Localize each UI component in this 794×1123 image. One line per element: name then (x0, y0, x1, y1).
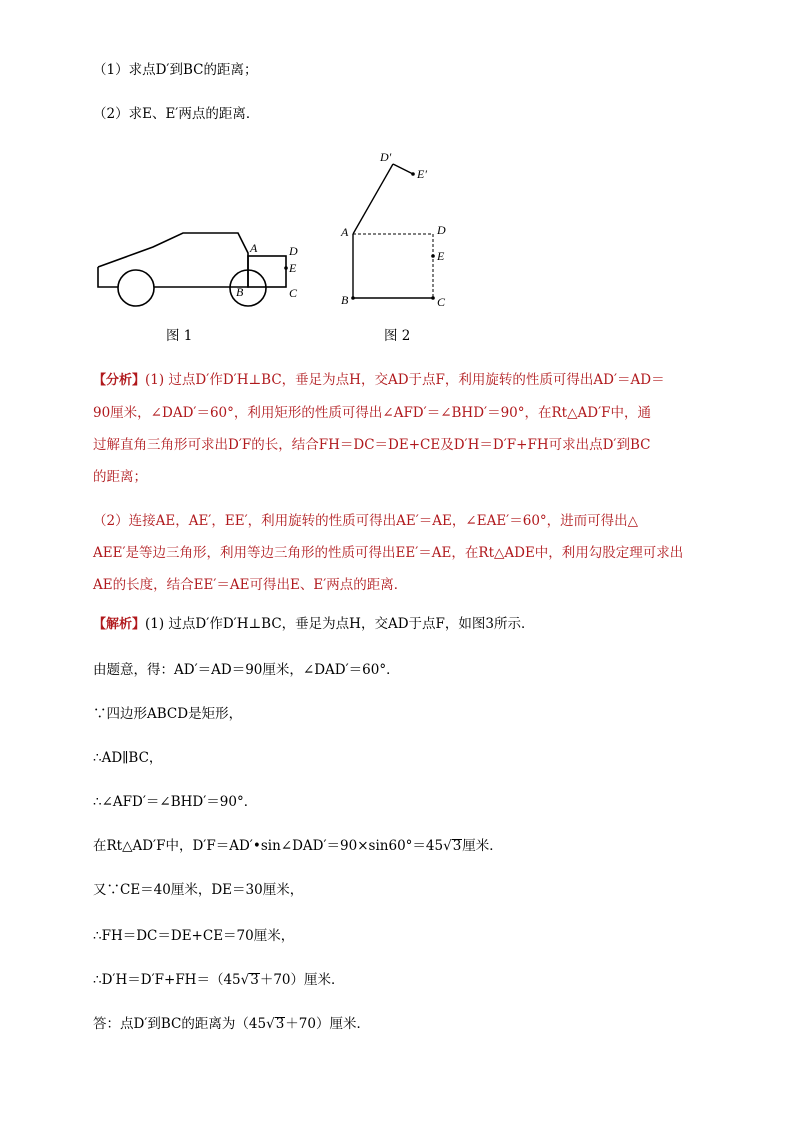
fig1-label-e: E (289, 261, 297, 275)
analysis-line-3: 过解直角三角形可求出D′F的长，结合FH＝DC＝DE+CE及D′H＝D′F+FH可求出点D′到BC (93, 437, 651, 453)
analysis-line-1: 【分析】(1) 过点D′作D′H⊥BC，垂足为点H，交AD于点F，利用旋转的性质可得出AD′＝AD＝ (93, 372, 665, 388)
point-e-dot (431, 254, 435, 258)
solution-line-8: ∴FH＝DC＝DE+CE＝70厘米， (93, 928, 295, 944)
figure-1-caption: 图 1 (166, 328, 193, 344)
fig2-label-c: C (437, 295, 446, 309)
point-c-dot (431, 296, 435, 300)
segment-dprime-eprime (393, 164, 413, 174)
fig1-label-d: D (289, 244, 298, 258)
sqrt-symbol: √ (443, 838, 452, 854)
figure-2-diagram (335, 148, 465, 318)
fig2-label-eprime: E′ (417, 167, 427, 181)
solution-line-6: 在Rt△AD′F中，D′F＝AD′•sin∠DAD′＝90×sin60°＝45√3厘米． (93, 838, 503, 854)
analysis-line-6: AEE′是等边三角形，利用等边三角形的性质可得出EE′＝AE，在Rt△ADE中，利用勾股定理可求出 (93, 545, 684, 561)
solution-line-9: ∴D′H＝D′F+FH＝（45√3＋70）厘米． (93, 972, 345, 988)
segment-ad-prime (353, 164, 393, 234)
solution-tag: 【解析】 (93, 617, 146, 632)
fig2-label-d: D (437, 223, 446, 237)
analysis-line-2: 90厘米，∠DAD′＝60°，利用矩形的性质可得出∠AFD′＝∠BHD′＝90°，在Rt△AD′F中，通 (93, 405, 651, 421)
sqrt-symbol: √ (240, 972, 250, 988)
point-eprime-dot (411, 172, 415, 176)
fig1-label-b: B (236, 285, 244, 299)
figure-2-caption: 图 2 (384, 328, 411, 344)
fig2-label-b: B (341, 293, 349, 307)
fig2-label-a: A (341, 225, 349, 239)
analysis-tag: 【分析】 (93, 373, 146, 388)
fig2-label-dprime: D′ (380, 150, 392, 164)
fig1-label-c: C (289, 286, 298, 300)
fig1-label-a: A (250, 241, 258, 255)
point-b-dot (351, 296, 355, 300)
question-1: （1）求点D′到BC的距离； (93, 62, 258, 78)
solution-line-1: 【解析】(1) 过点D′作D′H⊥BC，垂足为点H，交AD于点F，如图3所示． (93, 616, 535, 632)
solution-line-7: 又∵CE＝40厘米，DE＝30厘米， (93, 882, 304, 898)
point-e-dot (284, 266, 288, 270)
fig2-label-e: E (437, 249, 445, 263)
analysis-line-7: AE的长度，结合EE′＝AE可得出E、E′两点的距离． (93, 577, 408, 593)
analysis-line-5: （2）连接AE，AE′，EE′，利用旋转的性质可得出AE′＝AE，∠EAE′＝60°，进而可得出△ (93, 513, 639, 529)
figure-1-car (90, 225, 310, 315)
solution-line-3: ∵四边形ABCD是矩形， (93, 706, 243, 722)
solution-line-5: ∴∠AFD′＝∠BHD′＝90°． (93, 794, 258, 810)
sqrt-symbol: √ (266, 1016, 275, 1032)
question-2: （2）求E、E′两点的距离． (93, 106, 260, 122)
analysis-line-4: 的距离； (93, 469, 147, 485)
solution-line-10: 答：点D′到BC的距离为（45√3＋70）厘米． (93, 1016, 370, 1032)
front-wheel (118, 270, 154, 306)
solution-line-4: ∴AD∥BC， (93, 750, 163, 766)
solution-line-2: 由题意，得：AD′＝AD＝90厘米，∠DAD′＝60°． (93, 662, 400, 678)
analysis-section (93, 364, 705, 601)
